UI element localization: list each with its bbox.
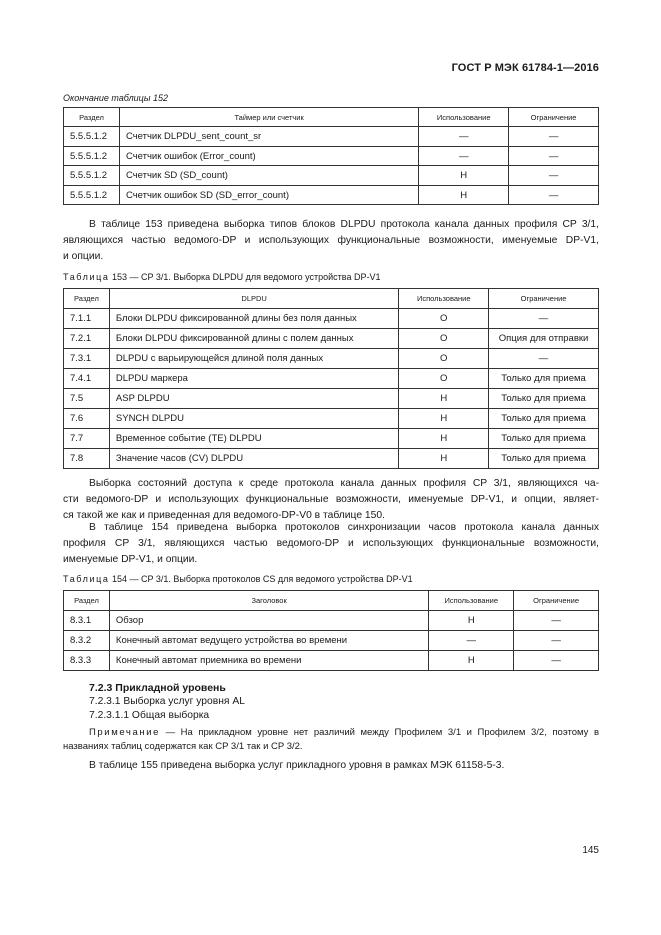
paragraph (63, 520, 599, 568)
table-cell: Опция для отправки (489, 329, 599, 349)
table-cell: 7.7 (64, 429, 110, 449)
note (63, 726, 599, 754)
table-cell: — (509, 166, 599, 186)
paragraph (63, 217, 599, 265)
table-153-caption (63, 272, 380, 282)
table-cell: Только для приема (489, 449, 599, 469)
paragraph-line: В таблице 154 приведена выборка протоколов синхронизации часов протокола канала данных (89, 522, 599, 533)
paragraph-line: именуемые DP-V1, и опции. (63, 554, 198, 565)
table-cell: Н (419, 186, 509, 205)
table-cell: Только для приема (489, 429, 599, 449)
table-cell: — (514, 651, 599, 671)
table-cell: — (509, 186, 599, 205)
subsubsection-heading: 7.2.3.1.1 Общая выборка (89, 710, 210, 721)
table-row (64, 147, 599, 166)
paragraph-line: В таблице 153 приведена выборка типов блоков DLPDU протокола канала данных профиля CP 3/1, (89, 219, 599, 230)
table-header-cell: Таймер или счетчик (119, 108, 418, 127)
table-cell: 8.3.3 (64, 651, 110, 671)
table-cell: Только для приема (489, 389, 599, 409)
note-line: названиях таблиц содержатся как CP 3/1 так и CP 3/2. (63, 741, 303, 752)
table-cell: Н (399, 389, 489, 409)
paragraph-line: являющихся частью ведомого-DP и использующих функциональные возможности, именуемые DP-V1, (63, 235, 599, 246)
table-row (64, 389, 599, 409)
table-cell: 7.1.1 (64, 309, 110, 329)
table-cell: — (509, 127, 599, 147)
paragraph: В таблице 155 приведена выборка услуг прикладного уровня в рамках МЭК 61158-5-3. (89, 760, 505, 771)
table-cell: Н (399, 409, 489, 429)
table-cell: О (399, 369, 489, 389)
table-cell: Значение часов (CV) DLPDU (109, 449, 399, 469)
table-cell: — (489, 309, 599, 329)
table-header-cell: Использование (419, 108, 509, 127)
table-154 (63, 590, 599, 671)
table-cell: 7.3.1 (64, 349, 110, 369)
table-cell: Только для приема (489, 409, 599, 429)
table-header-cell: Раздел (64, 289, 110, 309)
note-line (63, 726, 599, 740)
table-cell: — (489, 349, 599, 369)
page-number: 145 (582, 845, 599, 856)
table-cell: — (514, 631, 599, 651)
table-header-cell: Ограничение (514, 591, 599, 611)
table-cell: Счетчик SD (SD_count) (119, 166, 418, 186)
table-cell: 7.2.1 (64, 329, 110, 349)
table-152-caption: Окончание таблицы 152 (63, 93, 168, 103)
table-row (64, 127, 599, 147)
table-cell: 7.4.1 (64, 369, 110, 389)
table-cell: Конечный автомат приемника во времени (109, 651, 428, 671)
caption-label: Таблица (63, 574, 110, 584)
paragraph-line: сти ведомого-DP и использующих функциональные возможности, именуемые DP-V1, и опции, являет- (63, 494, 599, 505)
table-cell: Н (429, 611, 514, 631)
subsection-heading: 7.2.3.1 Выборка услуг уровня AL (89, 696, 245, 707)
table-header-cell: Ограничение (489, 289, 599, 309)
table-cell: Н (429, 651, 514, 671)
table-cell: Временное событие (ТЕ) DLPDU (109, 429, 399, 449)
table-header-cell: Раздел (64, 108, 120, 127)
table-row (64, 429, 599, 449)
table-cell: 7.5 (64, 389, 110, 409)
table-cell: О (399, 309, 489, 329)
table-cell: DLPDU с варьирующейся длиной поля данных (109, 349, 399, 369)
paragraph-line: профиля CP 3/1, являющихся частью ведомого-DP и использующих функциональные возможности, (63, 538, 599, 549)
paragraph-line: и опции. (63, 251, 104, 262)
caption-text: 153 — CP 3/1. Выборка DLPDU для ведомого устройства DP-V1 (112, 272, 381, 282)
table-cell: DLPDU маркера (109, 369, 399, 389)
table-cell: Н (399, 429, 489, 449)
table-header-cell: Заголовок (109, 591, 428, 611)
table-cell: 7.6 (64, 409, 110, 429)
table-row (64, 611, 599, 631)
table-cell: — (429, 631, 514, 651)
table-cell: — (419, 127, 509, 147)
paragraph (63, 476, 599, 524)
table-cell: SYNCH DLPDU (109, 409, 399, 429)
note-text: — На прикладном уровне нет различий между Профилем 3/1 и Профилем 3/2, поэтому в (160, 727, 599, 738)
table-cell: Блоки DLPDU фиксированной длины с полем данных (109, 329, 399, 349)
table-154-caption (63, 574, 413, 584)
table-header-cell: DLPDU (109, 289, 399, 309)
table-cell: 5.5.5.1.2 (64, 166, 120, 186)
table-row (64, 369, 599, 389)
table-cell: 8.3.2 (64, 631, 110, 651)
note-label: Примечание (89, 727, 160, 738)
table-cell: Счетчик DLPDU_sent_count_sr (119, 127, 418, 147)
table-row (64, 449, 599, 469)
table-row (64, 349, 599, 369)
table-cell: Блоки DLPDU фиксированной длины без поля данных (109, 309, 399, 329)
section-heading: 7.2.3 Прикладной уровень (89, 682, 226, 694)
table-cell: 5.5.5.1.2 (64, 186, 120, 205)
table-row (64, 631, 599, 651)
paragraph-line: ся такой же как и приведенная для ведомого-DP-V0 в таблице 150. (63, 510, 385, 521)
table-cell: Счетчик ошибок SD (SD_error_count) (119, 186, 418, 205)
table-cell: ASP DLPDU (109, 389, 399, 409)
caption-text: 154 — CP 3/1. Выборка протоколов CS для ведомого устройства DP-V1 (112, 574, 413, 584)
table-cell: Н (399, 449, 489, 469)
table-cell: Конечный автомат ведущего устройства во времени (109, 631, 428, 651)
table-cell: 5.5.5.1.2 (64, 127, 120, 147)
table-row (64, 186, 599, 205)
table-cell: Счетчик ошибок (Error_count) (119, 147, 418, 166)
table-row (64, 309, 599, 329)
table-header-cell: Использование (429, 591, 514, 611)
table-cell: Н (419, 166, 509, 186)
table-cell: 5.5.5.1.2 (64, 147, 120, 166)
table-cell: О (399, 349, 489, 369)
table-cell: 7.8 (64, 449, 110, 469)
table-row (64, 409, 599, 429)
table-header-cell: Ограничение (509, 108, 599, 127)
table-152 (63, 107, 599, 205)
table-cell: — (514, 611, 599, 631)
table-cell: Обзор (109, 611, 428, 631)
table-cell: 8.3.1 (64, 611, 110, 631)
table-header-cell: Раздел (64, 591, 110, 611)
table-cell: О (399, 329, 489, 349)
table-row (64, 329, 599, 349)
table-row (64, 651, 599, 671)
table-cell: Только для приема (489, 369, 599, 389)
document-header: ГОСТ Р МЭК 61784-1—2016 (451, 62, 599, 74)
paragraph-line: Выборка состояний доступа к среде протокола канала данных профиля CP 3/1, являющихся ча- (89, 478, 599, 489)
caption-label: Таблица (63, 272, 110, 282)
table-row (64, 166, 599, 186)
table-header-cell: Использование (399, 289, 489, 309)
table-153 (63, 288, 599, 469)
table-cell: — (509, 147, 599, 166)
table-cell: — (419, 147, 509, 166)
